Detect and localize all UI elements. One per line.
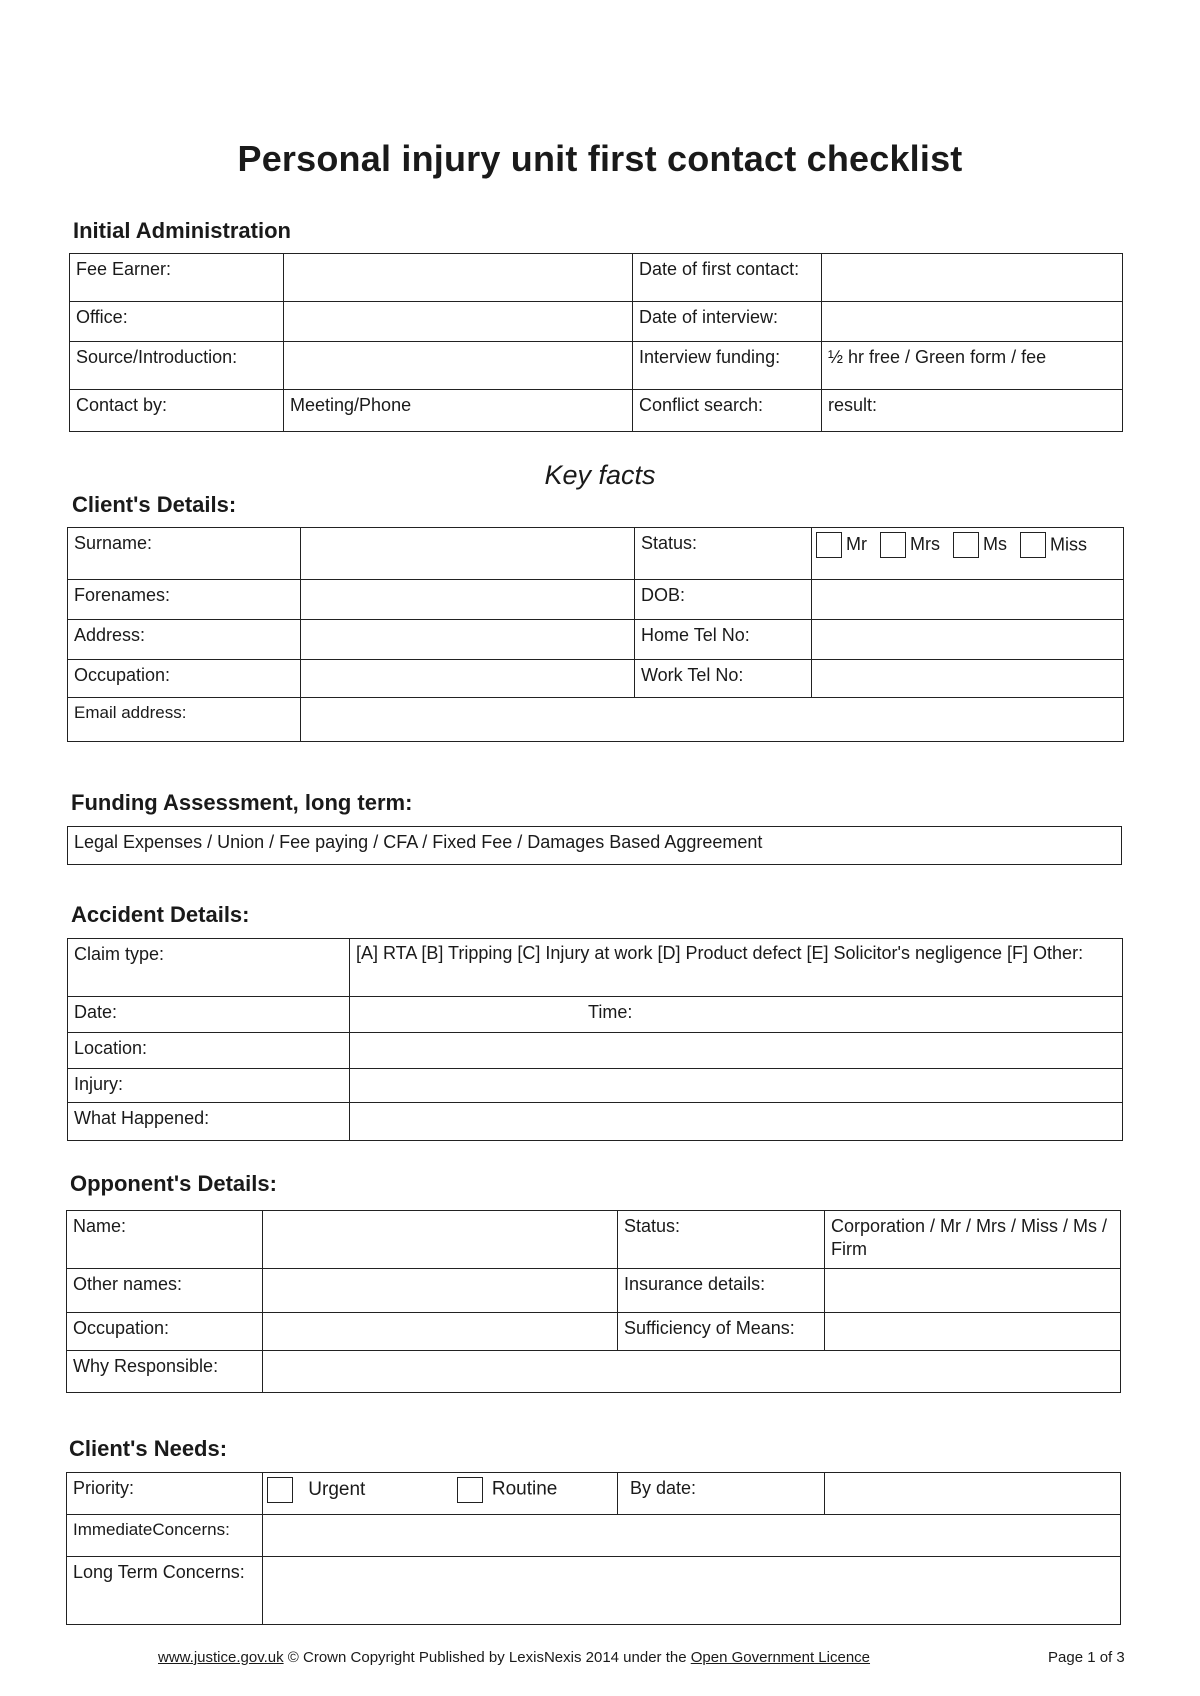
accident-heading: Accident Details: xyxy=(71,902,250,927)
address-label: Address: xyxy=(68,620,301,660)
long-term-concerns-field[interactable] xyxy=(263,1557,1121,1625)
initial-admin-table xyxy=(69,253,1123,432)
other-names-field[interactable] xyxy=(263,1269,618,1313)
opponent-table xyxy=(66,1210,1121,1393)
what-happened-field[interactable] xyxy=(350,1103,1123,1141)
funding-table xyxy=(67,826,1122,865)
opponent-occupation-label: Occupation: xyxy=(67,1313,263,1351)
sufficiency-field[interactable] xyxy=(825,1313,1121,1351)
priority-options xyxy=(263,1473,618,1515)
date-first-contact-label: Date of first contact: xyxy=(633,254,822,302)
injury-field[interactable] xyxy=(350,1069,1123,1103)
home-tel-field[interactable] xyxy=(812,620,1124,660)
sufficiency-label: Sufficiency of Means: xyxy=(618,1313,825,1351)
office-label: Office: xyxy=(70,302,284,342)
time-label: Time: xyxy=(588,1002,633,1022)
mrs-label: Mrs xyxy=(910,534,941,555)
ogl-link[interactable]: Open Government Licence xyxy=(690,1649,871,1666)
claim-type-value[interactable]: [A] RTA [B] Tripping [C] Injury at work [D] Product defect [E] Solicitor's negligence [F] Other: xyxy=(350,939,1123,997)
priority-label: Priority: xyxy=(67,1473,263,1515)
opponent-status-value[interactable]: Corporation / Mr / Mrs / Miss / Ms / Firm xyxy=(825,1211,1121,1269)
page-title: Personal injury unit first contact checklist xyxy=(237,138,963,179)
claim-type-label: Claim type: xyxy=(68,939,350,997)
justice-link[interactable]: www.justice.gov.uk xyxy=(158,1649,284,1666)
source-label: Source/Introduction: xyxy=(70,342,284,390)
occupation-field[interactable] xyxy=(301,660,635,698)
contact-by-value[interactable]: Meeting/Phone xyxy=(284,390,633,432)
immediate-concerns-label: ImmediateConcerns: xyxy=(67,1515,263,1557)
location-label: Location: xyxy=(68,1033,350,1069)
opponent-occupation-field[interactable] xyxy=(263,1313,618,1351)
key-facts-heading: Key facts xyxy=(544,460,656,490)
routine-checkbox[interactable] xyxy=(457,1477,483,1503)
funding-heading: Funding Assessment, long term: xyxy=(71,790,413,815)
footer-left xyxy=(158,1649,870,1666)
mr-checkbox[interactable] xyxy=(816,532,842,558)
needs-table xyxy=(66,1472,1121,1625)
injury-label: Injury: xyxy=(68,1069,350,1103)
email-label: Email address: xyxy=(68,698,301,742)
office-field[interactable] xyxy=(284,302,633,342)
what-happened-label: What Happened: xyxy=(68,1103,350,1141)
other-names-label: Other names: xyxy=(67,1269,263,1313)
why-responsible-label: Why Responsible: xyxy=(67,1351,263,1393)
long-term-concerns-label: Long Term Concerns: xyxy=(67,1557,263,1625)
opponent-name-label: Name: xyxy=(67,1211,263,1269)
why-responsible-field[interactable] xyxy=(263,1351,1121,1393)
fee-earner-label: Fee Earner: xyxy=(70,254,284,302)
conflict-search-label: Conflict search: xyxy=(633,390,822,432)
contact-by-label: Contact by: xyxy=(70,390,284,432)
dob-field[interactable] xyxy=(812,580,1124,620)
interview-funding-label: Interview funding: xyxy=(633,342,822,390)
immediate-concerns-field[interactable] xyxy=(263,1515,1121,1557)
opponent-status-label: Status: xyxy=(618,1211,825,1269)
date-first-contact-field[interactable] xyxy=(822,254,1123,302)
work-tel-field[interactable] xyxy=(812,660,1124,698)
client-details-table xyxy=(67,527,1124,742)
date-time-field[interactable] xyxy=(350,997,1123,1033)
needs-heading: Client's Needs: xyxy=(69,1436,228,1461)
client-details-heading: Client's Details: xyxy=(72,492,237,517)
miss-checkbox[interactable] xyxy=(1020,532,1046,558)
page-number: Page 1 of 3 xyxy=(1048,1649,1125,1666)
date-interview-field[interactable] xyxy=(822,302,1123,342)
surname-field[interactable] xyxy=(301,528,635,580)
urgent-checkbox[interactable] xyxy=(267,1477,293,1503)
surname-label: Surname: xyxy=(68,528,301,580)
date-label: Date: xyxy=(68,997,350,1033)
email-field[interactable] xyxy=(301,698,1124,742)
insurance-label: Insurance details: xyxy=(618,1269,825,1313)
accident-table xyxy=(67,938,1123,1141)
interview-funding-value[interactable]: ½ hr free / Green form / fee xyxy=(822,342,1123,390)
opponent-heading: Opponent's Details: xyxy=(70,1171,277,1196)
home-tel-label: Home Tel No: xyxy=(635,620,812,660)
source-field[interactable] xyxy=(284,342,633,390)
work-tel-label: Work Tel No: xyxy=(635,660,812,698)
footer-copyright: © Crown Copyright Published by LexisNexis 2014 under the xyxy=(287,1649,687,1666)
ms-checkbox[interactable] xyxy=(953,532,979,558)
fee-earner-field[interactable] xyxy=(284,254,633,302)
opponent-name-field[interactable] xyxy=(263,1211,618,1269)
miss-label: Miss xyxy=(1050,534,1088,555)
date-interview-label: Date of interview: xyxy=(633,302,822,342)
conflict-search-value[interactable]: result: xyxy=(822,390,1123,432)
location-field[interactable] xyxy=(350,1033,1123,1069)
insurance-field[interactable] xyxy=(825,1269,1121,1313)
dob-label: DOB: xyxy=(635,580,812,620)
ms-label: Ms xyxy=(983,534,1008,555)
by-date-field[interactable] xyxy=(825,1473,1121,1515)
mrs-checkbox[interactable] xyxy=(880,532,906,558)
mr-label: Mr xyxy=(846,534,867,555)
initial-admin-heading: Initial Administration xyxy=(73,218,291,243)
occupation-label: Occupation: xyxy=(68,660,301,698)
funding-options[interactable]: Legal Expenses / Union / Fee paying / CFA / Fixed Fee / Damages Based Aggreement xyxy=(68,827,1122,865)
urgent-label: Urgent xyxy=(308,1478,366,1500)
forenames-field[interactable] xyxy=(301,580,635,620)
status-label: Status: xyxy=(635,528,812,580)
status-options xyxy=(812,528,1124,580)
by-date-label: By date: xyxy=(618,1473,825,1515)
routine-label: Routine xyxy=(491,1478,558,1500)
address-field[interactable] xyxy=(301,620,635,660)
forenames-label: Forenames: xyxy=(68,580,301,620)
